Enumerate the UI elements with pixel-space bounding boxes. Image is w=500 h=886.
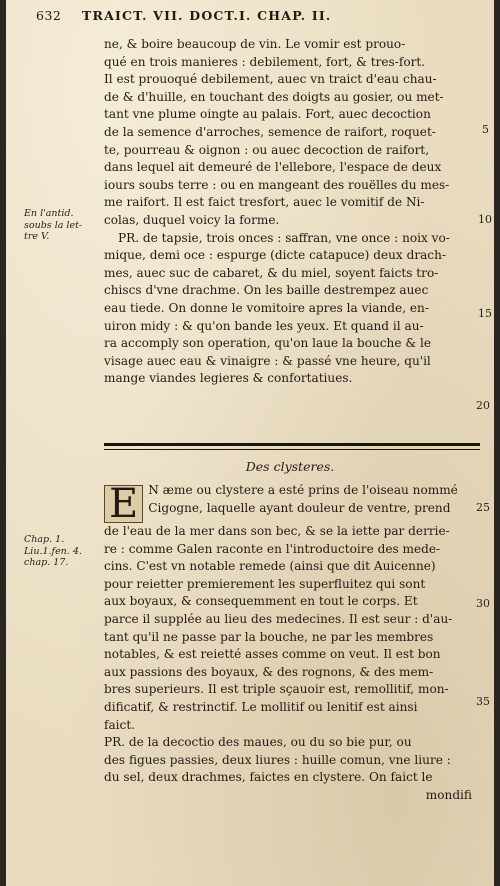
section-rule-thick	[104, 443, 480, 446]
text-line: PR. de tapsie, trois onces : saffran, vne once : noix vo-	[118, 230, 450, 245]
text-line: aux passions des boyaux, & des rognons, & des mem-	[104, 664, 434, 679]
text-line: mes, auec suc de cabaret, & du miel, soyent faicts tro-	[104, 265, 439, 280]
section-title: Des clysteres.	[245, 459, 335, 474]
text-line: N æme ou clystere a esté prins de l'oiseau nommé	[148, 483, 458, 497]
line-number: 35	[476, 695, 490, 708]
catchword: mondifi	[425, 787, 472, 802]
margin-note-line: chap. 17.	[24, 557, 69, 568]
margin-note-line: En l'antid.	[24, 208, 74, 219]
text-line: ra accomply son operation, qu'on laue la bouche & le	[104, 336, 431, 351]
text-line: bres superieurs. Il est triple sçauoir est, remollitif, mon-	[104, 682, 449, 697]
text-line: re : comme Galen raconte en l'introductoire des mede-	[104, 541, 441, 556]
book-page	[6, 0, 494, 886]
text-line: visage auec eau & vinaigre : & passé vne heure, qu'il	[104, 353, 431, 368]
margin-note-galen	[24, 534, 104, 569]
text-line: PR. de la decoctio des maues, ou du so bie pur, ou	[104, 735, 412, 750]
text-line: iours soubs terre : ou en mangeant des rouëlles du mes-	[104, 177, 450, 192]
text-line: me raifort. Il est faict tresfort, auec le vomitif de Ni-	[104, 195, 425, 210]
line-number: 10	[478, 213, 492, 226]
text-block-clysteres	[104, 482, 476, 805]
running-title: TRAICT. VII. DOCT.I. CHAP. II.	[82, 8, 332, 23]
text-line: uiron midy : & qu'on bande les yeux. Et quand il au-	[104, 318, 424, 333]
text-line: faict.	[104, 717, 136, 732]
text-line: Cigogne, laquelle ayant douleur de ventre, prend	[148, 500, 451, 515]
section-rule-thin	[104, 449, 480, 450]
margin-note-line: tre V.	[24, 231, 50, 242]
text-line: chiscs d'vne drachme. On les baille destrempez auec	[104, 283, 429, 298]
line-number: 15	[478, 307, 492, 320]
text-line: ne, & boire beaucoup de vin. Le vomir est prouo-	[104, 37, 406, 51]
text-line: pour reietter premierement les superfluitez qui sont	[104, 576, 426, 591]
text-block-vomit	[104, 36, 476, 388]
text-line: des figues passies, deux liures : huille comun, vne liure :	[104, 752, 451, 767]
text-line: de la semence d'arroches, semence de raifort, roquet-	[104, 124, 436, 139]
line-number: 25	[476, 501, 490, 514]
text-line: du sel, deux drachmes, faictes en clystere. On faict le	[104, 770, 433, 785]
drop-cap: E	[104, 485, 143, 523]
margin-note-line: Chap. 1.	[24, 534, 65, 545]
text-line: aux boyaux, & consequemment en tout le corps. Et	[104, 594, 418, 609]
text-line: Il est prouoqué debilement, auec vn traict d'eau chau-	[104, 72, 437, 87]
text-line: dificatif, & restrinctif. Le mollitif ou lenitif est ainsi	[104, 699, 418, 714]
text-line: de l'eau de la mer dans son bec, & se la iette par derrie-	[104, 524, 450, 538]
running-header	[36, 6, 484, 28]
page-number: 632	[36, 8, 62, 23]
margin-note-antidotaire	[24, 208, 102, 243]
line-number: 30	[476, 597, 490, 610]
text-line: dans lequel ait demeuré de l'ellebore, l'espace de deux	[104, 160, 442, 175]
text-line: mange viandes legieres & confortatiues.	[104, 371, 353, 386]
text-line: eau tiede. On donne le vomitoire apres la viande, en-	[104, 300, 429, 315]
text-line: tant qu'il ne passe par la bouche, ne par les membres	[104, 629, 434, 644]
text-line: tant vne plume oingte au palais. Fort, auec decoction	[104, 107, 431, 122]
margin-note-line: soubs la let-	[24, 219, 83, 231]
line-number: 5	[482, 123, 489, 136]
text-line: cins. C'est vn notable remede (ainsi que dit Auicenne)	[104, 559, 436, 574]
text-line: de & d'huille, en touchant des doigts au gosier, ou met-	[104, 89, 444, 104]
text-line: mique, demi oce : espurge (dicte catapuce) deux drach-	[104, 248, 446, 263]
text-line: qué en trois manieres : debilement, fort, & tres-fort.	[104, 54, 426, 69]
text-line: te, pourreau & oignon : ou auec decoction de raifort,	[104, 142, 430, 157]
text-line: notables, & est reietté asses comme on veut. Il est bon	[104, 647, 441, 662]
margin-note-line: Liu.1.fen. 4.	[24, 545, 82, 557]
text-line: colas, duquel voicy la forme.	[104, 212, 280, 227]
line-number: 20	[476, 399, 490, 412]
text-line: parce il supplée au lieu des medecines. Il est seur : d'au-	[104, 611, 453, 626]
